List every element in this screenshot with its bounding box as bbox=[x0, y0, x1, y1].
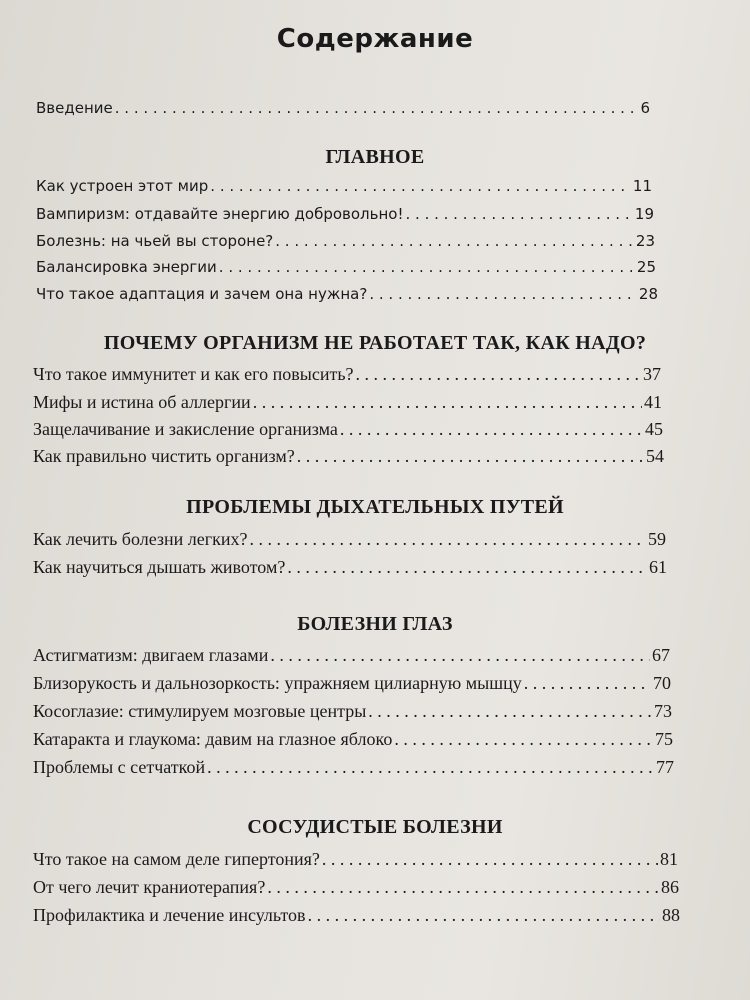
toc-page-number: 61 bbox=[649, 557, 667, 577]
dot-leader bbox=[207, 757, 654, 778]
dot-leader bbox=[115, 99, 639, 117]
dot-leader bbox=[368, 701, 652, 722]
toc-entry bbox=[33, 392, 662, 413]
toc-entry bbox=[33, 446, 664, 467]
toc-entry-label: Болезнь: на чьей вы стороне? bbox=[36, 232, 274, 250]
toc-entry bbox=[33, 645, 670, 666]
dot-leader bbox=[270, 645, 650, 666]
toc-entry-label: Астигматизм: двигаем глазами bbox=[33, 645, 269, 665]
dot-leader bbox=[524, 673, 651, 694]
toc-entry-label: От чего лечит краниотерапия? bbox=[33, 877, 266, 897]
dot-leader bbox=[287, 557, 647, 578]
dot-leader bbox=[219, 258, 635, 276]
toc-entry-label: Как научиться дышать животом? bbox=[33, 557, 286, 577]
toc-entry-label: Защелачивание и закисление организма bbox=[33, 419, 338, 439]
toc-entry-label: Вампиризм: отдавайте энергию добровольно! bbox=[36, 205, 404, 223]
toc-entry bbox=[33, 364, 661, 385]
toc-page-number: 23 bbox=[635, 232, 655, 250]
toc-page-number: 77 bbox=[656, 757, 674, 777]
toc-page-number: 67 bbox=[652, 645, 670, 665]
toc-entry-label: Введение bbox=[36, 99, 113, 117]
dot-leader bbox=[406, 205, 633, 223]
toc-page-number: 41 bbox=[644, 392, 662, 412]
dot-leader bbox=[250, 529, 647, 550]
toc-page-number: 86 bbox=[661, 877, 679, 897]
toc-entry bbox=[36, 177, 652, 195]
toc-entry-label: Мифы и истина об аллергии bbox=[33, 392, 251, 412]
toc-entry-intro bbox=[36, 99, 650, 117]
toc-entry-label: Как правильно чистить организм? bbox=[33, 446, 295, 466]
toc-page-number: 81 bbox=[660, 849, 678, 869]
toc-entry bbox=[36, 258, 656, 276]
toc-entry-label: Что такое адаптация и зачем она нужна? bbox=[36, 285, 368, 303]
toc-page-number: 88 bbox=[662, 905, 680, 925]
dot-leader bbox=[394, 729, 653, 750]
toc-entry-label: Что такое на самом деле гипертония? bbox=[33, 849, 320, 869]
toc-entry-label: Косоглазие: стимулируем мозговые центры bbox=[33, 701, 367, 721]
section-heading: ПОЧЕМУ ОРГАНИЗМ НЕ РАБОТАЕТ ТАК, КАК НАДО? bbox=[103, 332, 647, 354]
toc-entry bbox=[33, 419, 663, 440]
page-title: Содержание bbox=[276, 24, 474, 54]
toc-entry bbox=[33, 529, 666, 550]
dot-leader bbox=[253, 392, 642, 413]
toc-page-number: 73 bbox=[654, 701, 672, 721]
toc-page-number: 11 bbox=[632, 177, 652, 195]
toc-page-number: 54 bbox=[646, 446, 664, 466]
section-heading: СОСУДИСТЫЕ БОЛЕЗНИ bbox=[247, 816, 503, 838]
dot-leader bbox=[275, 232, 634, 250]
toc-entry bbox=[33, 877, 679, 898]
toc-page-number: 25 bbox=[636, 258, 656, 276]
toc-entry-label: Близорукость и дальнозоркость: упражняем цилиарную мышцу bbox=[33, 673, 522, 693]
toc-page-number: 75 bbox=[655, 729, 673, 749]
dot-leader bbox=[297, 446, 644, 467]
dot-leader bbox=[356, 364, 641, 385]
toc-entry bbox=[33, 729, 673, 750]
dot-leader bbox=[369, 285, 637, 303]
dot-leader bbox=[340, 419, 643, 440]
toc-entry-label: Профилактика и лечение инсультов bbox=[33, 905, 306, 925]
dot-leader bbox=[267, 877, 659, 898]
toc-entry bbox=[36, 285, 658, 303]
toc-page-number: 59 bbox=[648, 529, 666, 549]
toc-entry bbox=[33, 757, 674, 778]
toc-entry bbox=[33, 557, 667, 578]
toc-page-number: 6 bbox=[640, 99, 650, 117]
toc-entry bbox=[36, 205, 654, 223]
toc-entry-label: Проблемы с сетчаткой bbox=[33, 757, 206, 777]
toc-entry-label: Балансировка энергии bbox=[36, 258, 217, 276]
toc-entry-label: Как лечить болезни легких? bbox=[33, 529, 248, 549]
dot-leader bbox=[322, 849, 658, 870]
dot-leader bbox=[308, 905, 660, 926]
toc-entry bbox=[36, 232, 655, 250]
toc-entry bbox=[33, 673, 671, 694]
toc-page-number: 37 bbox=[643, 364, 661, 384]
toc-page-number: 70 bbox=[653, 673, 671, 693]
toc-page-number: 28 bbox=[638, 285, 658, 303]
section-heading: ПРОБЛЕМЫ ДЫХАТЕЛЬНЫХ ПУТЕЙ bbox=[186, 496, 564, 518]
toc-entry bbox=[33, 701, 672, 722]
toc-page-number: 45 bbox=[645, 419, 663, 439]
toc-entry bbox=[33, 849, 678, 870]
toc-entry-label: Что такое иммунитет и как его повысить? bbox=[33, 364, 354, 384]
toc-entry-label: Как устроен этот мир bbox=[36, 177, 209, 195]
section-heading: ГЛАВНОЕ bbox=[325, 146, 425, 168]
toc-entry-label: Катаракта и глаукома: давим на глазное яблоко bbox=[33, 729, 393, 749]
toc-entry bbox=[33, 905, 680, 926]
toc-page-number: 19 bbox=[634, 205, 654, 223]
dot-leader bbox=[210, 177, 631, 195]
section-heading: БОЛЕЗНИ ГЛАЗ bbox=[297, 613, 453, 635]
